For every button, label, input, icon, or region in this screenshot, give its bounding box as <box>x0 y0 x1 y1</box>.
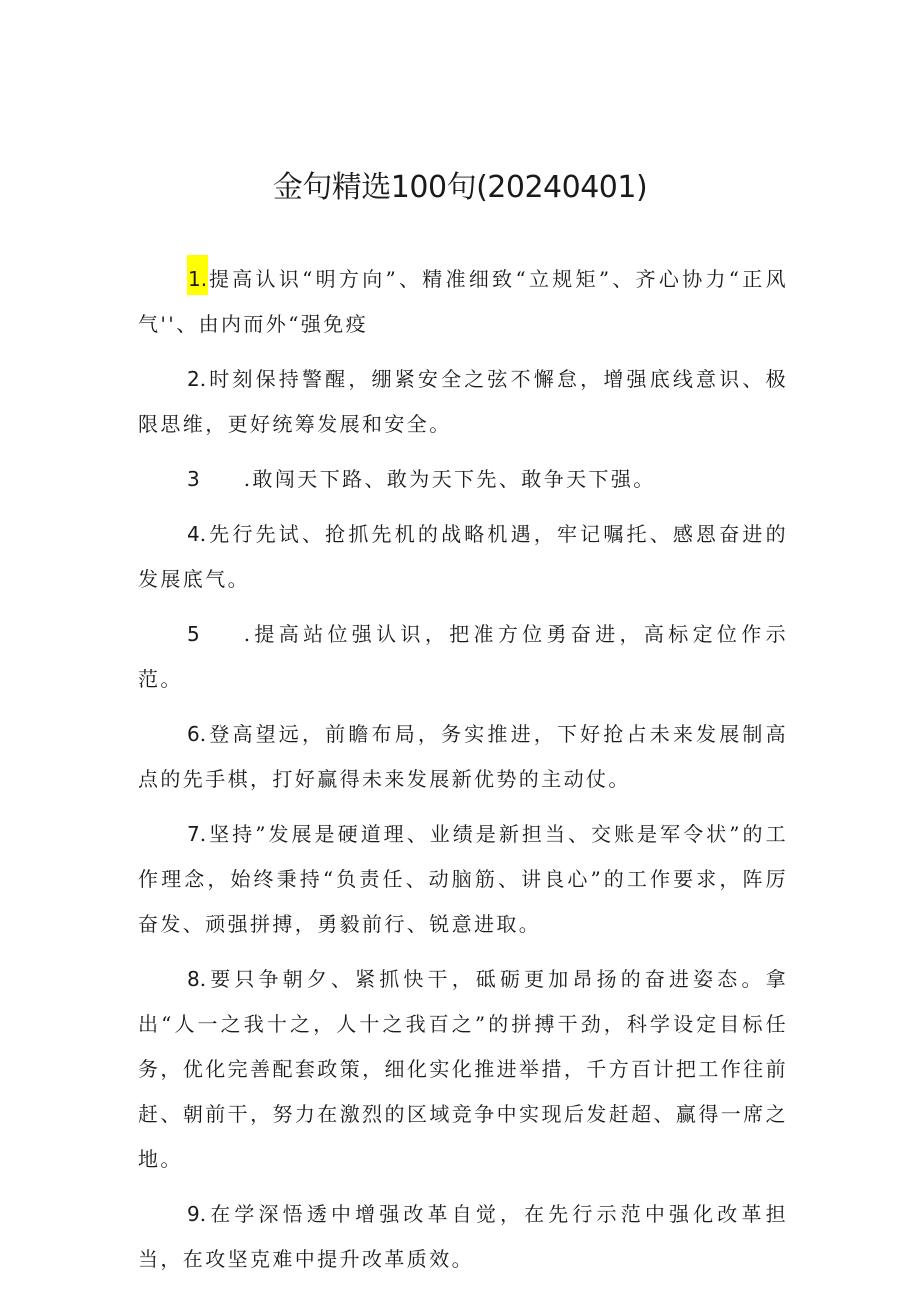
document-body <box>138 255 788 1292</box>
item-number: 9 <box>187 1202 200 1226</box>
item-text: .敢闯天下路、敢为天下先、敢争天下强。 <box>243 467 656 491</box>
item-text: .坚持”发展是硬道理、业绩是新担当、交账是军令状”的工作理念，始终秉持“负责任、动脑筋、讲良心”的工作要求，阵厉奋发、顽强拼搏，勇毅前行、锐意进取。 <box>138 822 788 936</box>
item-number: 6 <box>187 722 200 746</box>
item-text: .在学深悟透中增强改革自觉，在先行示范中强化改革担当，在攻坚克难中提升改革质效。 <box>138 1202 788 1271</box>
list-item-9 <box>138 1192 788 1282</box>
item-number: 3 <box>187 467 200 491</box>
list-item-6 <box>138 712 788 802</box>
item-number: 7 <box>187 822 200 846</box>
item-text: .要只争朝夕、紧抓快干，砥砺更加昂扬的奋进姿态。拿出“人一之我十之，人十之我百之”的拼搏干劲，科学设定目标任务，优化完善配套政策，细化实化推进举措，千方百计把工作往前赶、朝前干，努力在激烈的区域竞争中实现后发赶超、赢得一席之地。 <box>138 967 788 1171</box>
item-number: 2 <box>187 367 200 391</box>
item-number: 5 <box>187 622 200 646</box>
item-text: .提高站位强认识，把准方位勇奋进，高标定位作示范。 <box>138 622 788 691</box>
document-title: 金句精选100句(20240401) <box>272 170 648 205</box>
item-text: .先行先试、抢抓先机的战略机遇，牢记嘱托、感恩奋进的发展底气。 <box>138 522 788 591</box>
item-text: 提高认识“明方向”、精准细致“立规矩”、齐心协力“正风气''、由内而外“强免疫 <box>138 267 788 336</box>
list-item-2 <box>138 357 788 447</box>
item-number: 4 <box>187 522 200 546</box>
list-item-1 <box>138 255 788 347</box>
item-text: .时刻保持警醒，绷紧安全之弦不懈怠，增强底线意识、极限思维，更好统筹发展和安全。 <box>138 367 788 436</box>
list-item-3 <box>138 457 788 502</box>
item-number: 8 <box>187 967 200 991</box>
item-text: .登高望远，前瞻布局，务实推进，下好抢占未来发展制高点的先手棋，打好赢得未来发展新优势的主动仗。 <box>138 722 788 791</box>
list-item-8 <box>138 957 788 1182</box>
item-number-highlighted: 1. <box>187 255 208 295</box>
list-item-5 <box>138 612 788 702</box>
list-item-7 <box>138 812 788 947</box>
list-item-4 <box>138 512 788 602</box>
